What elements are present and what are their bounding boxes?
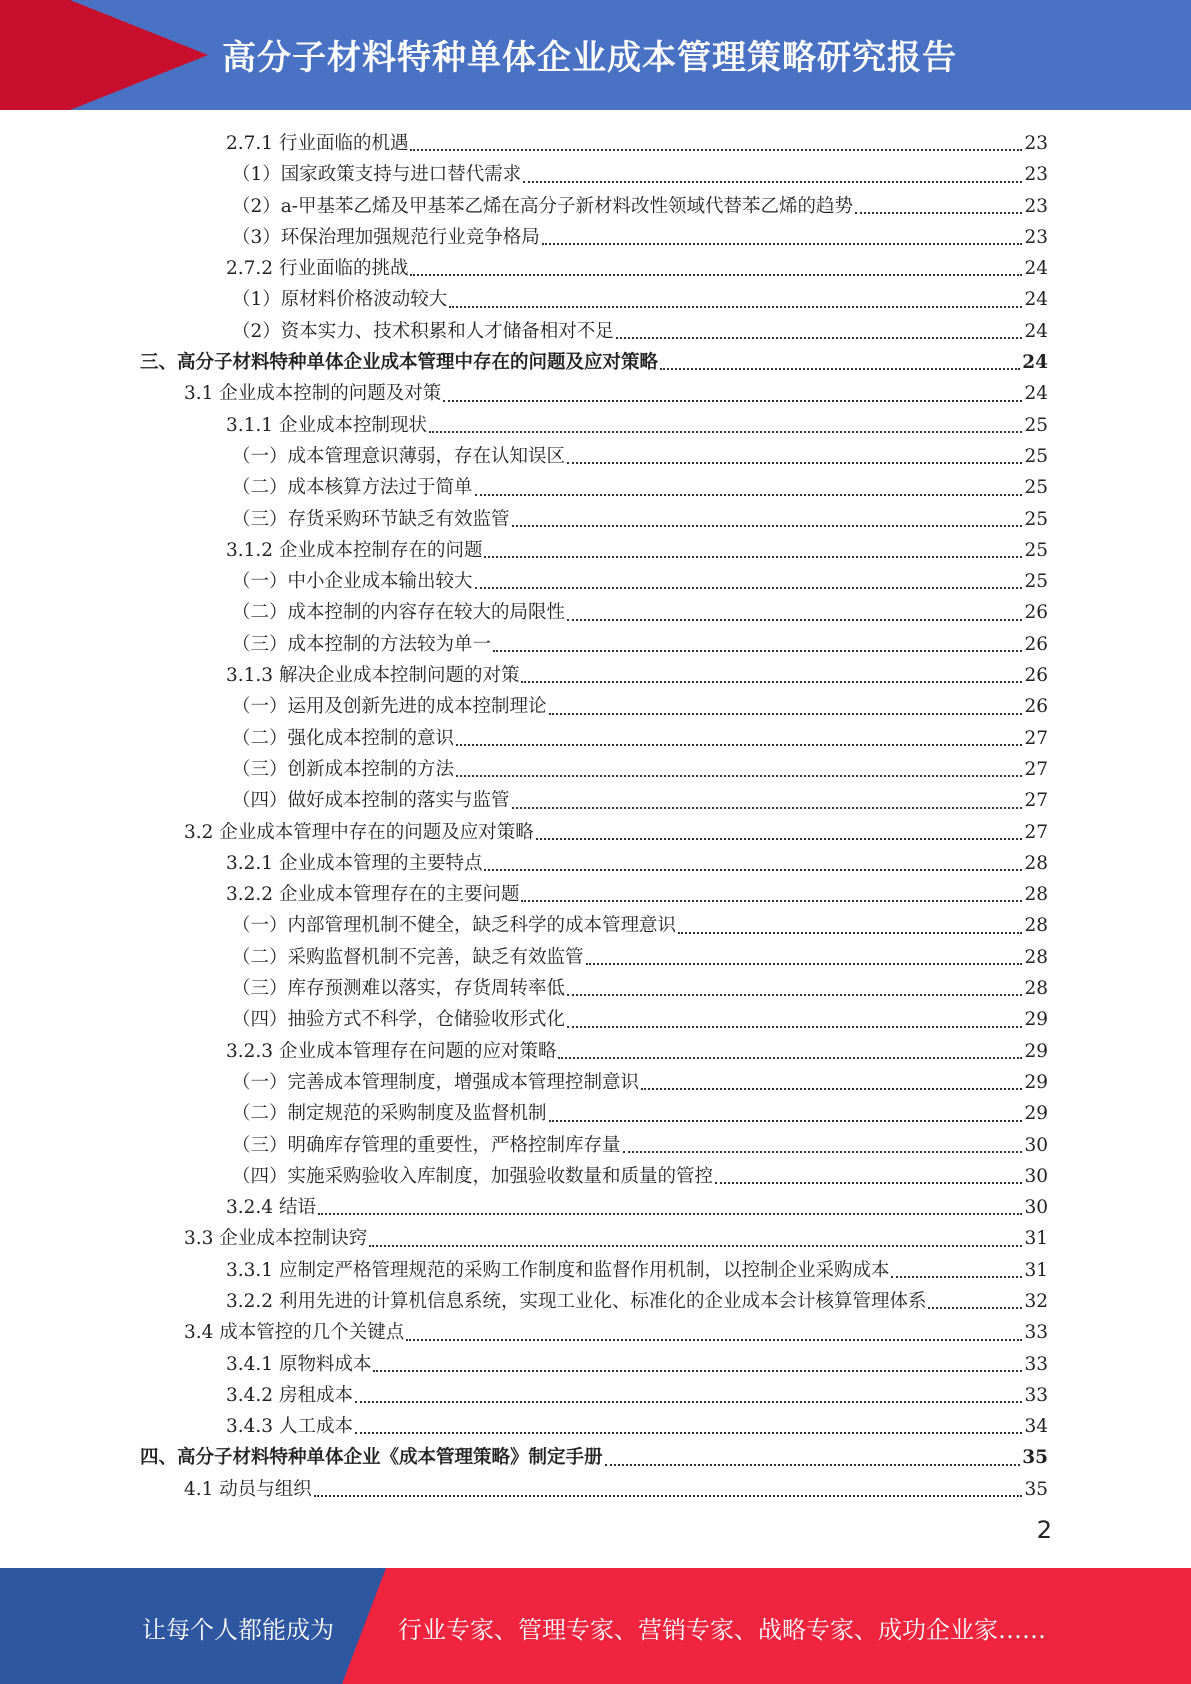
- toc-entry-title: （1）国家政策支持与进口替代需求: [232, 164, 522, 186]
- toc-entry[interactable]: [140, 754, 1048, 785]
- toc-entry[interactable]: [140, 159, 1048, 190]
- toc-entry[interactable]: [140, 1223, 1048, 1254]
- toc-entry[interactable]: [140, 504, 1048, 535]
- toc-entry-page: 25: [1024, 445, 1048, 467]
- toc-entry-page: 27: [1024, 758, 1048, 780]
- toc-dot-leader: [567, 619, 1022, 621]
- toc-dot-leader: [549, 1120, 1023, 1122]
- toc-dot-leader: [355, 1432, 1023, 1434]
- page-header: [0, 0, 1191, 110]
- toc-entry-page: 24: [1024, 289, 1048, 311]
- toc-entry-page: 33: [1024, 1322, 1048, 1344]
- toc-dot-leader: [314, 1495, 1023, 1497]
- toc-entry-title: 3.4 成本管控的几个关键点: [184, 1322, 405, 1344]
- toc-dot-leader: [449, 306, 1022, 308]
- toc-entry-title: 3.3.1 应制定严格管理规范的采购工作制度和监督作用机制，以控制企业采购成本: [226, 1259, 890, 1281]
- toc-entry-title: （二）采购监督机制不完善，缺乏有效监管: [232, 946, 584, 968]
- toc-entry[interactable]: [140, 441, 1048, 472]
- toc-dot-leader: [369, 1245, 1022, 1247]
- toc-dot-leader: [928, 1307, 1022, 1309]
- toc-dot-leader: [521, 900, 1022, 902]
- table-of-contents: [140, 128, 1048, 1505]
- toc-entry-title: 3.1.2 企业成本控制存在的问题: [226, 539, 483, 561]
- toc-entry[interactable]: [140, 1349, 1048, 1380]
- toc-entry[interactable]: [140, 1004, 1048, 1035]
- toc-entry-page: 23: [1024, 133, 1048, 154]
- toc-dot-leader: [605, 1464, 1021, 1466]
- toc-dot-leader: [660, 368, 1020, 370]
- toc-entry-title: （三）创新成本控制的方法: [232, 758, 455, 780]
- toc-entry[interactable]: [140, 691, 1048, 722]
- toc-dot-leader: [318, 1213, 1023, 1215]
- toc-entry-page: 34: [1024, 1416, 1048, 1438]
- toc-entry-page: 25: [1024, 508, 1048, 530]
- toc-entry-title: （2）资本实力、技术积累和人才储备相对不足: [232, 320, 614, 342]
- toc-entry-title: （一）成本管理意识薄弱，存在认知误区: [232, 445, 566, 467]
- toc-dot-leader: [586, 963, 1023, 965]
- toc-entry-title: 3.2.3 企业成本管理存在问题的应对策略: [226, 1040, 557, 1062]
- toc-dot-leader: [641, 1088, 1022, 1090]
- toc-entry[interactable]: [140, 472, 1048, 503]
- toc-entry-page: 26: [1024, 696, 1048, 718]
- toc-entry[interactable]: [140, 316, 1048, 347]
- page-title: 高分子材料特种单体企业成本管理策略研究报告: [222, 38, 957, 78]
- toc-dot-leader: [549, 713, 1023, 715]
- toc-entry-page: 28: [1024, 946, 1048, 968]
- toc-entry-title: （3）环保治理加强规范行业竞争格局: [232, 226, 540, 248]
- toc-entry-title: 3.4.1 原物料成本: [226, 1353, 372, 1375]
- toc-dot-leader: [410, 149, 1022, 151]
- toc-dot-leader: [410, 274, 1022, 276]
- toc-entry-title: 3.2 企业成本管理中存在的问题及应对策略: [184, 821, 534, 843]
- toc-entry-page: 33: [1024, 1384, 1048, 1406]
- toc-entry-title: （二）制定规范的采购制度及监督机制: [232, 1103, 547, 1125]
- toc-entry-page: 24: [1024, 320, 1048, 342]
- toc-entry-page: 35: [1024, 1478, 1048, 1500]
- toc-entry-title: 四、高分子材料特种单体企业《成本管理策略》制定手册: [140, 1447, 603, 1469]
- toc-entry-title: （三）库存预测难以落实，存货周转率低: [232, 978, 566, 1000]
- toc-entry-page: 28: [1024, 884, 1048, 906]
- toc-dot-leader: [493, 650, 1022, 652]
- toc-entry-page: 23: [1024, 164, 1048, 186]
- toc-entry[interactable]: [140, 879, 1048, 910]
- toc-dot-leader: [429, 431, 1022, 433]
- toc-dot-leader: [512, 807, 1023, 809]
- toc-entry[interactable]: [140, 1067, 1048, 1098]
- toc-dot-leader: [475, 587, 1023, 589]
- toc-entry-title: 3.2.2 企业成本管理存在的主要问题: [226, 884, 520, 906]
- toc-entry[interactable]: [140, 848, 1048, 879]
- toc-entry-title: （三）明确库存管理的重要性，严格控制库存量: [232, 1134, 621, 1156]
- toc-entry[interactable]: [140, 973, 1048, 1004]
- toc-entry-title: （四）做好成本控制的落实与监管: [232, 790, 510, 812]
- toc-entry[interactable]: [140, 410, 1048, 441]
- toc-entry-title: （二）成本控制的内容存在较大的局限性: [232, 602, 566, 624]
- toc-entry-page: 24: [1022, 352, 1048, 374]
- toc-dot-leader: [475, 494, 1023, 496]
- toc-entry-page: 30: [1024, 1134, 1048, 1156]
- toc-entry-page: 29: [1024, 1040, 1048, 1062]
- toc-dot-leader: [443, 400, 1022, 402]
- toc-entry-page: 30: [1024, 1165, 1048, 1187]
- footer-slogan-left: 让每个人都能成为: [142, 1616, 334, 1644]
- toc-entry[interactable]: [140, 817, 1048, 848]
- toc-entry-title: （三）存货采购环节缺乏有效监管: [232, 508, 510, 530]
- toc-entry-title: （四）抽验方式不科学，仓储验收形式化: [232, 1009, 566, 1031]
- toc-entry[interactable]: [140, 785, 1048, 816]
- toc-dot-leader: [523, 181, 1022, 183]
- toc-entry[interactable]: [140, 723, 1048, 754]
- header-chevron-icon: [70, 0, 208, 110]
- toc-dot-leader: [484, 556, 1022, 558]
- toc-entry-title: 3.2.4 结语: [226, 1197, 316, 1219]
- toc-entry-title: （一）中小企业成本输出较大: [232, 571, 473, 593]
- toc-entry[interactable]: [140, 1098, 1048, 1129]
- toc-dot-leader: [567, 462, 1022, 464]
- toc-entry-title: （2）a-甲基苯乙烯及甲基苯乙烯在高分子新材料改性领域代替苯乙烯的趋势: [232, 195, 854, 217]
- toc-entry-page: 25: [1024, 414, 1048, 436]
- toc-dot-leader: [891, 1276, 1022, 1278]
- toc-entry-title: （四）实施采购验收入库制度，加强验收数量和质量的管控: [232, 1165, 714, 1187]
- toc-entry[interactable]: [140, 942, 1048, 973]
- toc-entry[interactable]: [140, 910, 1048, 941]
- toc-entry-title: 3.2.2 利用先进的计算机信息系统，实现工业化、标准化的企业成本会计核算管理体系: [226, 1290, 927, 1312]
- toc-entry[interactable]: [140, 597, 1048, 628]
- toc-entry-page: 31: [1024, 1228, 1048, 1250]
- toc-dot-leader: [484, 869, 1022, 871]
- toc-entry-page: 24: [1024, 258, 1048, 280]
- toc-entry-title: （一）运用及创新先进的成本控制理论: [232, 696, 547, 718]
- toc-entry-page: 23: [1024, 195, 1048, 217]
- toc-entry[interactable]: [140, 347, 1048, 378]
- toc-entry[interactable]: [140, 629, 1048, 660]
- toc-entry-page: 30: [1024, 1197, 1048, 1219]
- toc-entry[interactable]: [140, 1411, 1048, 1442]
- toc-entry-title: （1）原材料价格波动较大: [232, 289, 448, 311]
- toc-entry-page: 33: [1024, 1353, 1048, 1375]
- toc-entry-title: （一）完善成本管理制度，增强成本管理控制意识: [232, 1071, 640, 1093]
- toc-entry[interactable]: [140, 191, 1048, 222]
- toc-entry-page: 29: [1024, 1103, 1048, 1125]
- toc-dot-leader: [855, 212, 1022, 214]
- toc-dot-leader: [373, 1370, 1022, 1372]
- toc-entry[interactable]: [140, 284, 1048, 315]
- toc-dot-leader: [623, 1151, 1023, 1153]
- toc-dot-leader: [456, 744, 1022, 746]
- toc-entry-title: （一）内部管理机制不健全，缺乏科学的成本管理意识: [232, 915, 677, 937]
- toc-entry[interactable]: [140, 1317, 1048, 1348]
- toc-entry-title: 3.1.3 解决企业成本控制问题的对策: [226, 665, 520, 687]
- toc-entry[interactable]: [140, 1442, 1048, 1473]
- toc-entry-page: 25: [1024, 539, 1048, 561]
- toc-dot-leader: [567, 994, 1022, 996]
- toc-entry-page: 27: [1024, 790, 1048, 812]
- toc-entry-title: 3.3 企业成本控制诀窍: [184, 1228, 368, 1250]
- toc-entry-page: 32: [1024, 1290, 1048, 1312]
- toc-dot-leader: [521, 681, 1022, 683]
- toc-entry-title: 三、高分子材料特种单体企业成本管理中存在的问题及应对策略: [140, 352, 659, 374]
- toc-entry-title: 3.4.3 人工成本: [226, 1416, 353, 1438]
- toc-entry-title: 3.2.1 企业成本管理的主要特点: [226, 852, 483, 874]
- toc-dot-leader: [355, 1401, 1023, 1403]
- toc-entry[interactable]: [140, 128, 1048, 159]
- toc-dot-leader: [616, 337, 1023, 339]
- toc-entry[interactable]: [140, 1036, 1048, 1067]
- page-number: 2: [1036, 1516, 1052, 1544]
- toc-entry-title: 4.1 动员与组织: [184, 1478, 312, 1500]
- toc-dot-leader: [406, 1339, 1022, 1341]
- toc-entry[interactable]: [140, 378, 1048, 409]
- toc-entry[interactable]: [140, 253, 1048, 284]
- page-footer: [0, 1568, 1191, 1684]
- toc-entry-page: 24: [1024, 383, 1048, 405]
- toc-entry-page: 25: [1024, 477, 1048, 499]
- toc-entry[interactable]: [140, 1192, 1048, 1223]
- toc-entry-title: 2.7.1 行业面临的机遇: [226, 133, 409, 154]
- toc-entry-page: 35: [1022, 1447, 1048, 1469]
- toc-entry-title: 3.1.1 企业成本控制现状: [226, 414, 427, 436]
- toc-entry-page: 31: [1024, 1259, 1048, 1281]
- toc-entry[interactable]: [140, 1286, 1048, 1317]
- toc-entry[interactable]: [140, 1255, 1048, 1286]
- toc-entry-page: 26: [1024, 633, 1048, 655]
- toc-dot-leader: [558, 1057, 1022, 1059]
- toc-entry[interactable]: [140, 1161, 1048, 1192]
- toc-entry-page: 27: [1024, 821, 1048, 843]
- toc-entry-page: 27: [1024, 727, 1048, 749]
- toc-entry-page: 25: [1024, 571, 1048, 593]
- toc-entry[interactable]: [140, 660, 1048, 691]
- toc-dot-leader: [512, 525, 1023, 527]
- toc-entry[interactable]: [140, 566, 1048, 597]
- footer-slogan-right: 行业专家、管理专家、营销专家、战略专家、成功企业家……: [398, 1616, 1046, 1644]
- toc-entry-page: 29: [1024, 1009, 1048, 1031]
- toc-dot-leader: [678, 932, 1022, 934]
- toc-dot-leader: [715, 1182, 1022, 1184]
- toc-entry-page: 28: [1024, 978, 1048, 1000]
- toc-entry-page: 26: [1024, 665, 1048, 687]
- toc-dot-leader: [542, 243, 1023, 245]
- header-chevron-fill: [0, 0, 70, 110]
- toc-dot-leader: [456, 775, 1022, 777]
- toc-entry-title: 2.7.2 行业面临的挑战: [226, 258, 409, 280]
- toc-entry[interactable]: [140, 222, 1048, 253]
- toc-dot-leader: [536, 838, 1023, 840]
- toc-entry-page: 23: [1024, 226, 1048, 248]
- toc-entry-title: （二）成本核算方法过于简单: [232, 477, 473, 499]
- toc-entry[interactable]: [140, 1380, 1048, 1411]
- toc-entry-title: （三）成本控制的方法较为单一: [232, 633, 492, 655]
- toc-entry-page: 28: [1024, 852, 1048, 874]
- footer-blue-slant: [342, 1568, 386, 1684]
- toc-entry[interactable]: [140, 1130, 1048, 1161]
- toc-entry-title: 3.4.2 房租成本: [226, 1384, 353, 1406]
- toc-entry-title: （二）强化成本控制的意识: [232, 727, 455, 749]
- toc-entry-title: 3.1 企业成本控制的问题及对策: [184, 383, 442, 405]
- toc-entry[interactable]: [140, 1474, 1048, 1505]
- toc-entry-page: 26: [1024, 602, 1048, 624]
- toc-entry-page: 29: [1024, 1071, 1048, 1093]
- toc-entry-page: 28: [1024, 915, 1048, 937]
- toc-dot-leader: [567, 1026, 1022, 1028]
- toc-entry[interactable]: [140, 535, 1048, 566]
